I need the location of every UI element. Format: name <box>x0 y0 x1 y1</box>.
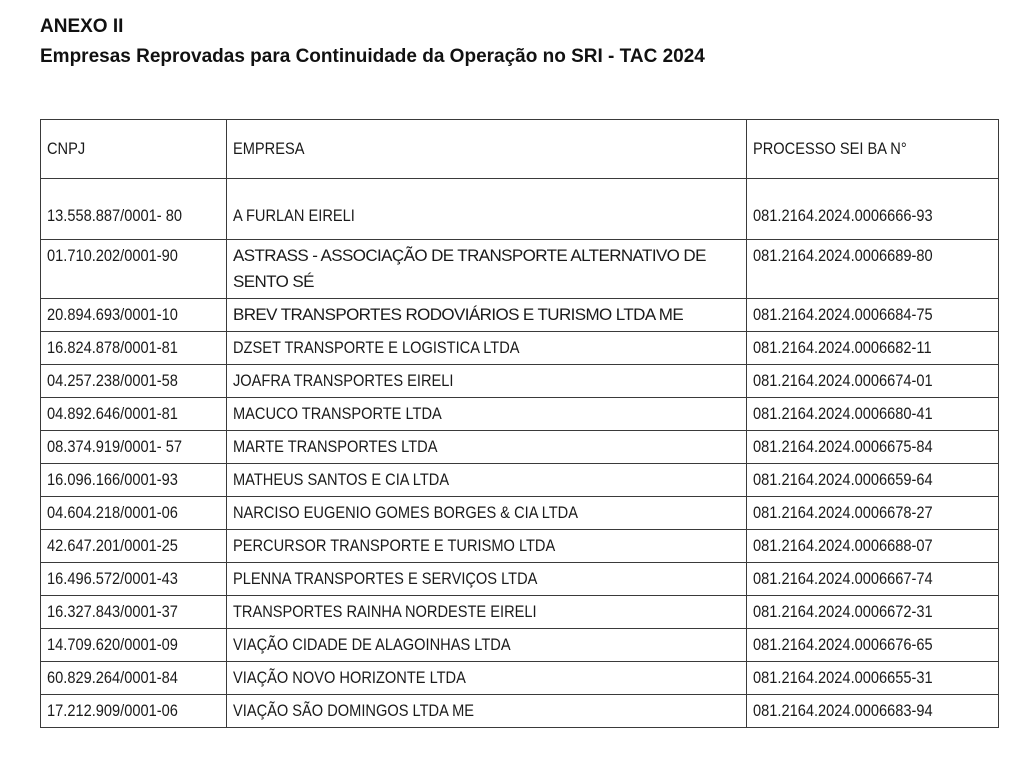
header-empresa <box>227 120 747 179</box>
cell-processo <box>747 629 999 662</box>
cell-empresa <box>227 530 747 563</box>
processo-value: 081.2164.2024.0006684-75 <box>753 305 933 324</box>
cell-empresa <box>227 431 747 464</box>
cell-cnpj <box>41 695 227 728</box>
table-row <box>41 299 999 332</box>
cnpj-value: 04.257.238/0001-58 <box>47 371 178 390</box>
empresa-value: VIAÇÃO NOVO HORIZONTE LTDA <box>233 668 466 687</box>
empresa-value: NARCISO EUGENIO GOMES BORGES & CIA LTDA <box>233 503 578 522</box>
empresa-value: MATHEUS SANTOS E CIA LTDA <box>233 470 450 489</box>
cell-processo <box>747 179 999 240</box>
processo-value: 081.2164.2024.0006667-74 <box>753 569 933 588</box>
cell-processo <box>747 299 999 332</box>
processo-value: 081.2164.2024.0006676-65 <box>753 635 933 654</box>
processo-value: 081.2164.2024.0006675-84 <box>753 437 933 456</box>
cell-processo <box>747 596 999 629</box>
empresa-value: ASTRASS - ASSOCIAÇÃO DE TRANSPORTE ALTERNATIVO DE SENTO SÉ <box>233 246 706 291</box>
table-row <box>41 332 999 365</box>
empresa-value: DZSET TRANSPORTE E LOGISTICA LTDA <box>233 338 520 357</box>
cell-cnpj <box>41 299 227 332</box>
cell-processo <box>747 662 999 695</box>
cell-processo <box>747 695 999 728</box>
cell-empresa <box>227 662 747 695</box>
cell-empresa <box>227 332 747 365</box>
cell-processo <box>747 240 999 299</box>
table-row <box>41 662 999 695</box>
processo-value: 081.2164.2024.0006674-01 <box>753 371 933 390</box>
processo-value: 081.2164.2024.0006666-93 <box>753 206 933 225</box>
cell-processo <box>747 464 999 497</box>
processo-value: 081.2164.2024.0006689-80 <box>753 246 933 265</box>
cnpj-value: 16.496.572/0001-43 <box>47 569 178 588</box>
cell-cnpj <box>41 332 227 365</box>
cell-empresa <box>227 695 747 728</box>
cell-cnpj <box>41 563 227 596</box>
table-row <box>41 497 999 530</box>
cell-cnpj <box>41 596 227 629</box>
table-row <box>41 464 999 497</box>
cnpj-value: 04.604.218/0001-06 <box>47 503 178 522</box>
empresa-value: MACUCO TRANSPORTE LTDA <box>233 404 442 423</box>
cell-empresa <box>227 596 747 629</box>
cnpj-value: 60.829.264/0001-84 <box>47 668 178 687</box>
table-row <box>41 240 999 299</box>
cell-empresa <box>227 398 747 431</box>
cell-empresa <box>227 563 747 596</box>
processo-value: 081.2164.2024.0006682-11 <box>753 338 932 357</box>
table-row <box>41 398 999 431</box>
table-header-row <box>41 120 999 179</box>
cell-empresa <box>227 629 747 662</box>
document-heading <box>40 12 705 72</box>
cell-empresa <box>227 365 747 398</box>
table-row <box>41 530 999 563</box>
cell-empresa <box>227 179 747 240</box>
cell-cnpj <box>41 530 227 563</box>
cell-cnpj <box>41 365 227 398</box>
table-row <box>41 563 999 596</box>
annex-title: ANEXO II <box>40 16 124 37</box>
cell-cnpj <box>41 431 227 464</box>
cell-processo <box>747 431 999 464</box>
empresa-value: JOAFRA TRANSPORTES EIRELI <box>233 371 454 390</box>
document-subtitle: Empresas Reprovadas para Continuidade da Operação no SRI - TAC 2024 <box>40 46 705 67</box>
empresa-value: VIAÇÃO SÃO DOMINGOS LTDA ME <box>233 701 475 720</box>
table-row <box>41 695 999 728</box>
cell-processo <box>747 563 999 596</box>
cell-cnpj <box>41 662 227 695</box>
cnpj-value: 16.824.878/0001-81 <box>47 338 178 357</box>
cell-cnpj <box>41 629 227 662</box>
processo-value: 081.2164.2024.0006688-07 <box>753 536 933 555</box>
cell-processo <box>747 530 999 563</box>
cell-processo <box>747 398 999 431</box>
cnpj-value: 16.096.166/0001-93 <box>47 470 178 489</box>
processo-value: 081.2164.2024.0006655-31 <box>753 668 933 687</box>
cnpj-value: 08.374.919/0001- 57 <box>47 437 182 456</box>
empresa-value: BREV TRANSPORTES RODOVIÁRIOS E TURISMO LTDA ME <box>233 305 684 324</box>
cell-cnpj <box>41 497 227 530</box>
empresa-value: PLENNA TRANSPORTES E SERVIÇOS LTDA <box>233 569 538 588</box>
header-cnpj <box>41 120 227 179</box>
cnpj-value: 14.709.620/0001-09 <box>47 635 178 654</box>
processo-value: 081.2164.2024.0006683-94 <box>753 701 933 720</box>
cell-processo <box>747 332 999 365</box>
cell-cnpj <box>41 464 227 497</box>
header-processo <box>747 120 999 179</box>
table-row <box>41 596 999 629</box>
cnpj-value: 17.212.909/0001-06 <box>47 701 178 720</box>
table-row <box>41 629 999 662</box>
header-cnpj-label: CNPJ <box>47 139 86 158</box>
cnpj-value: 20.894.693/0001-10 <box>47 305 178 324</box>
empresa-value: PERCURSOR TRANSPORTE E TURISMO LTDA <box>233 536 556 555</box>
empresa-value: TRANSPORTES RAINHA NORDESTE EIRELI <box>233 602 537 621</box>
cnpj-value: 42.647.201/0001-25 <box>47 536 178 555</box>
table-row <box>41 431 999 464</box>
table-row <box>41 179 999 240</box>
cnpj-value: 16.327.843/0001-37 <box>47 602 178 621</box>
processo-value: 081.2164.2024.0006659-64 <box>753 470 933 489</box>
cell-processo <box>747 365 999 398</box>
cell-processo <box>747 497 999 530</box>
processo-value: 081.2164.2024.0006672-31 <box>753 602 933 621</box>
table-row <box>41 365 999 398</box>
cell-empresa <box>227 464 747 497</box>
companies-table <box>40 119 999 728</box>
empresa-value: VIAÇÃO CIDADE DE ALAGOINHAS LTDA <box>233 635 511 654</box>
empresa-value: MARTE TRANSPORTES LTDA <box>233 437 438 456</box>
cnpj-value: 13.558.887/0001- 80 <box>47 206 182 225</box>
cell-cnpj <box>41 240 227 299</box>
cell-empresa <box>227 299 747 332</box>
processo-value: 081.2164.2024.0006678-27 <box>753 503 933 522</box>
header-processo-label: PROCESSO SEI BA N° <box>753 139 907 158</box>
empresa-value: A FURLAN EIRELI <box>233 206 355 225</box>
cell-cnpj <box>41 398 227 431</box>
processo-value: 081.2164.2024.0006680-41 <box>753 404 933 423</box>
cnpj-value: 04.892.646/0001-81 <box>47 404 178 423</box>
cell-empresa <box>227 240 747 299</box>
cnpj-value: 01.710.202/0001-90 <box>47 246 178 265</box>
header-empresa-label: EMPRESA <box>233 139 305 158</box>
cell-empresa <box>227 497 747 530</box>
cell-cnpj <box>41 179 227 240</box>
